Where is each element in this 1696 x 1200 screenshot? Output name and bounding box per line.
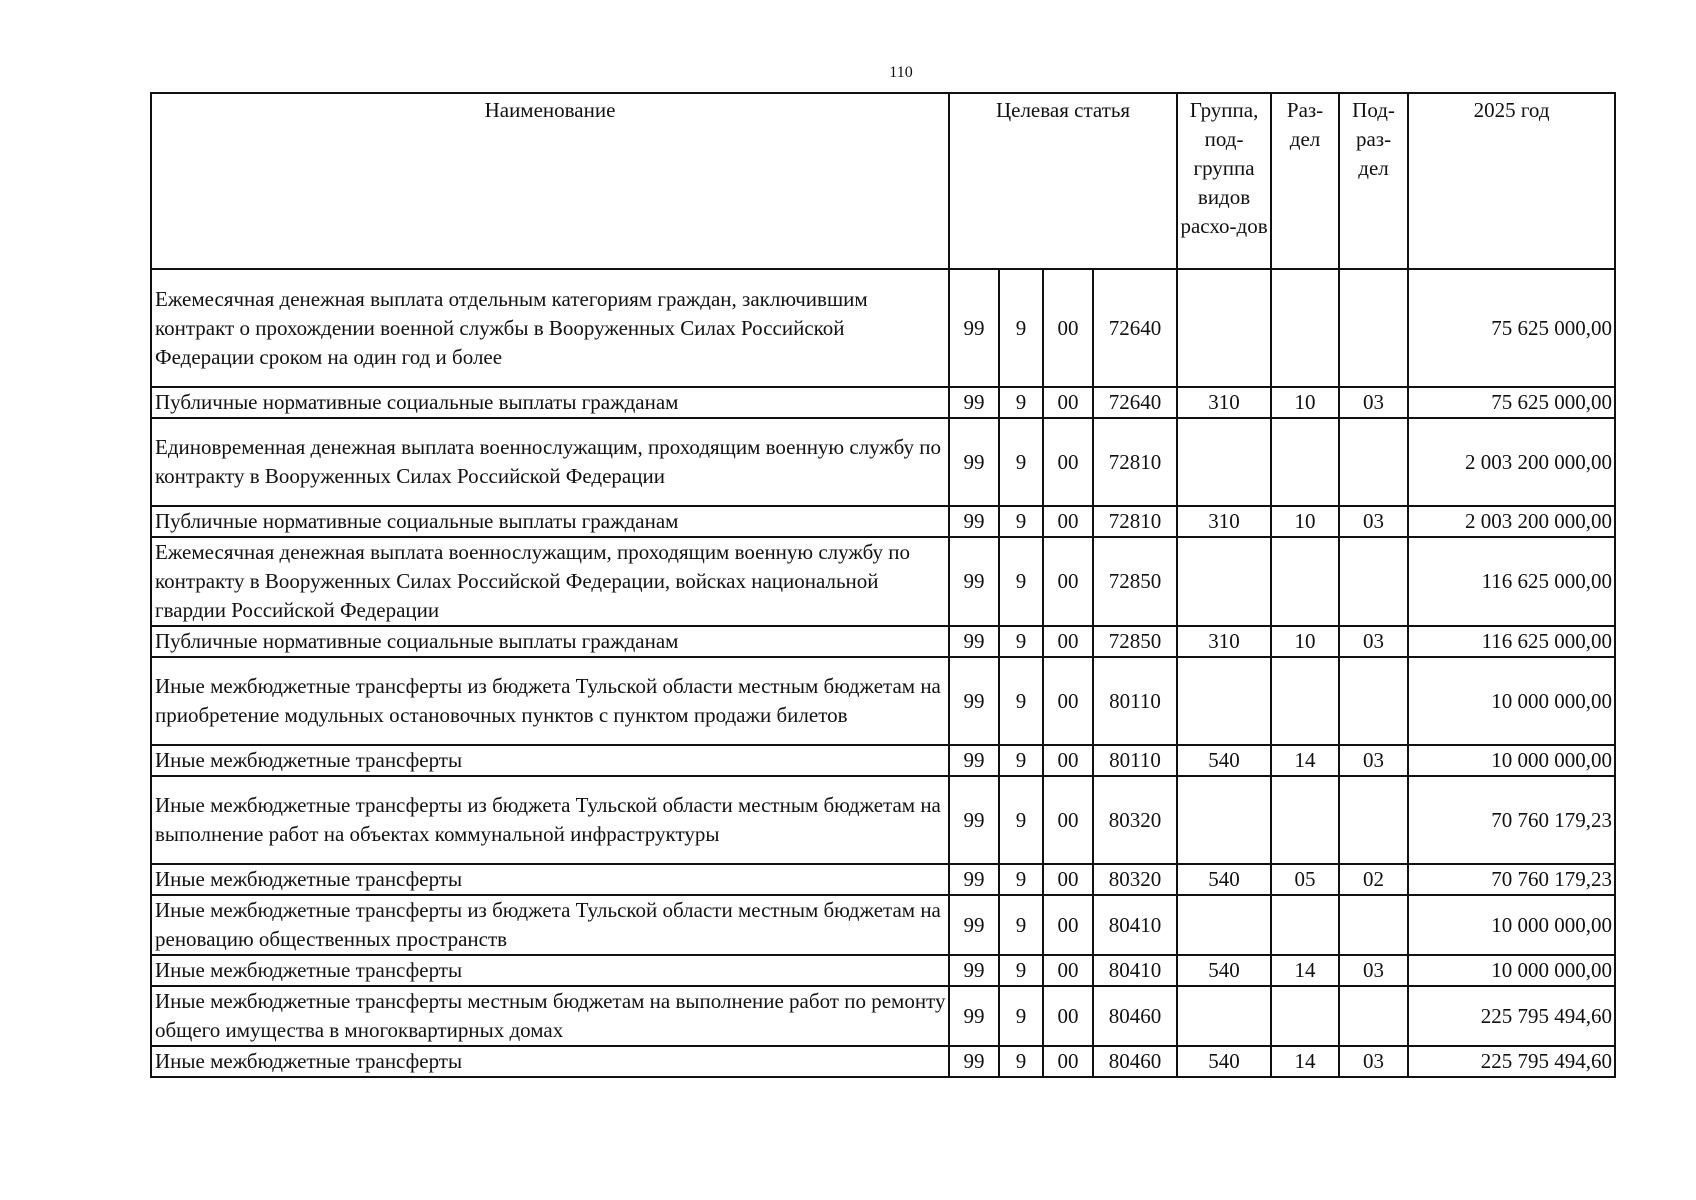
budget-table xyxy=(150,92,1616,1078)
row-name: Иные межбюджетные трансферты xyxy=(151,864,949,895)
subsection-code xyxy=(1339,269,1408,387)
expense-group: 310 xyxy=(1177,506,1271,537)
header-target-article: Целевая статья xyxy=(949,93,1177,269)
target-code-3: 00 xyxy=(1043,387,1093,418)
expense-group: 540 xyxy=(1177,955,1271,986)
target-code-4: 80410 xyxy=(1093,895,1177,955)
amount-2025: 75 625 000,00 xyxy=(1408,269,1615,387)
target-code-4: 72850 xyxy=(1093,626,1177,657)
row-name: Публичные нормативные социальные выплаты гражданам xyxy=(151,626,949,657)
table-row xyxy=(151,986,1615,1046)
subsection-code: 03 xyxy=(1339,1046,1408,1077)
section-code xyxy=(1271,986,1339,1046)
header-subsection: Под-раз-дел xyxy=(1339,93,1408,269)
target-code-3: 00 xyxy=(1043,986,1093,1046)
row-name: Иные межбюджетные трансферты xyxy=(151,1046,949,1077)
row-name: Ежемесячная денежная выплата отдельным категориям граждан, заключившим контракт о прохождении военной службы в Вооруженных Силах Российской Федерации сроком на один год и более xyxy=(151,269,949,387)
table-row xyxy=(151,418,1615,506)
table-row xyxy=(151,657,1615,745)
target-code-2: 9 xyxy=(999,657,1043,745)
target-code-3: 00 xyxy=(1043,626,1093,657)
expense-group: 540 xyxy=(1177,1046,1271,1077)
amount-2025: 10 000 000,00 xyxy=(1408,745,1615,776)
table-header-row xyxy=(151,93,1615,269)
subsection-code xyxy=(1339,895,1408,955)
table-row xyxy=(151,506,1615,537)
target-code-1: 99 xyxy=(949,955,999,986)
expense-group xyxy=(1177,895,1271,955)
row-name: Иные межбюджетные трансферты из бюджета Тульской области местным бюджетам на реновацию общественных пространств xyxy=(151,895,949,955)
expense-group xyxy=(1177,986,1271,1046)
section-code: 10 xyxy=(1271,387,1339,418)
table-row xyxy=(151,537,1615,626)
target-code-3: 00 xyxy=(1043,955,1093,986)
expense-group: 540 xyxy=(1177,864,1271,895)
header-group: Группа, под-группа видов расхо-дов xyxy=(1177,93,1271,269)
target-code-3: 00 xyxy=(1043,776,1093,864)
table-row xyxy=(151,1046,1615,1077)
target-code-1: 99 xyxy=(949,269,999,387)
subsection-code: 03 xyxy=(1339,955,1408,986)
target-code-4: 80460 xyxy=(1093,1046,1177,1077)
expense-group: 310 xyxy=(1177,626,1271,657)
target-code-4: 80110 xyxy=(1093,657,1177,745)
target-code-2: 9 xyxy=(999,506,1043,537)
target-code-1: 99 xyxy=(949,986,999,1046)
amount-2025: 116 625 000,00 xyxy=(1408,626,1615,657)
target-code-3: 00 xyxy=(1043,895,1093,955)
subsection-code: 03 xyxy=(1339,387,1408,418)
expense-group: 540 xyxy=(1177,745,1271,776)
target-code-2: 9 xyxy=(999,776,1043,864)
subsection-code xyxy=(1339,776,1408,864)
target-code-1: 99 xyxy=(949,626,999,657)
target-code-3: 00 xyxy=(1043,269,1093,387)
expense-group: 310 xyxy=(1177,387,1271,418)
amount-2025: 10 000 000,00 xyxy=(1408,895,1615,955)
target-code-4: 80460 xyxy=(1093,986,1177,1046)
target-code-4: 72640 xyxy=(1093,269,1177,387)
section-code xyxy=(1271,537,1339,626)
target-code-3: 00 xyxy=(1043,506,1093,537)
amount-2025: 10 000 000,00 xyxy=(1408,955,1615,986)
target-code-1: 99 xyxy=(949,387,999,418)
target-code-1: 99 xyxy=(949,1046,999,1077)
expense-group xyxy=(1177,537,1271,626)
table-row xyxy=(151,776,1615,864)
target-code-4: 80320 xyxy=(1093,864,1177,895)
row-name: Иные межбюджетные трансферты xyxy=(151,745,949,776)
subsection-code: 02 xyxy=(1339,864,1408,895)
target-code-4: 72810 xyxy=(1093,418,1177,506)
target-code-1: 99 xyxy=(949,506,999,537)
target-code-1: 99 xyxy=(949,418,999,506)
target-code-3: 00 xyxy=(1043,537,1093,626)
target-code-4: 80320 xyxy=(1093,776,1177,864)
row-name: Единовременная денежная выплата военнослужащим, проходящим военную службу по контракту в Вооруженных Силах Российской Федерации xyxy=(151,418,949,506)
page-number: 110 xyxy=(889,64,913,81)
section-code xyxy=(1271,269,1339,387)
row-name: Публичные нормативные социальные выплаты гражданам xyxy=(151,506,949,537)
section-code: 14 xyxy=(1271,745,1339,776)
section-code xyxy=(1271,776,1339,864)
target-code-3: 00 xyxy=(1043,657,1093,745)
target-code-2: 9 xyxy=(999,269,1043,387)
target-code-1: 99 xyxy=(949,864,999,895)
section-code: 05 xyxy=(1271,864,1339,895)
target-code-3: 00 xyxy=(1043,418,1093,506)
table-row xyxy=(151,864,1615,895)
header-section: Раз-дел xyxy=(1271,93,1339,269)
target-code-2: 9 xyxy=(999,626,1043,657)
target-code-1: 99 xyxy=(949,776,999,864)
target-code-1: 99 xyxy=(949,657,999,745)
table-row xyxy=(151,745,1615,776)
table-row xyxy=(151,387,1615,418)
section-code: 14 xyxy=(1271,955,1339,986)
section-code xyxy=(1271,657,1339,745)
target-code-2: 9 xyxy=(999,418,1043,506)
table-row xyxy=(151,269,1615,387)
row-name: Иные межбюджетные трансферты местным бюджетам на выполнение работ по ремонту общего имущества в многоквартирных домах xyxy=(151,986,949,1046)
target-code-2: 9 xyxy=(999,895,1043,955)
subsection-code xyxy=(1339,418,1408,506)
target-code-1: 99 xyxy=(949,537,999,626)
table-row xyxy=(151,626,1615,657)
row-name: Ежемесячная денежная выплата военнослужащим, проходящим военную службу по контракту в Вооруженных Силах Российской Федерации, войсках национальной гвардии Российской Федерации xyxy=(151,537,949,626)
subsection-code: 03 xyxy=(1339,745,1408,776)
amount-2025: 70 760 179,23 xyxy=(1408,864,1615,895)
section-code xyxy=(1271,418,1339,506)
amount-2025: 225 795 494,60 xyxy=(1408,1046,1615,1077)
target-code-2: 9 xyxy=(999,1046,1043,1077)
target-code-4: 72640 xyxy=(1093,387,1177,418)
target-code-4: 80110 xyxy=(1093,745,1177,776)
amount-2025: 70 760 179,23 xyxy=(1408,776,1615,864)
section-code xyxy=(1271,895,1339,955)
subsection-code xyxy=(1339,986,1408,1046)
target-code-3: 00 xyxy=(1043,745,1093,776)
target-code-1: 99 xyxy=(949,745,999,776)
section-code: 10 xyxy=(1271,626,1339,657)
target-code-2: 9 xyxy=(999,537,1043,626)
expense-group xyxy=(1177,657,1271,745)
header-name: Наименование xyxy=(151,93,949,269)
section-code: 10 xyxy=(1271,506,1339,537)
amount-2025: 75 625 000,00 xyxy=(1408,387,1615,418)
amount-2025: 2 003 200 000,00 xyxy=(1408,506,1615,537)
target-code-4: 72850 xyxy=(1093,537,1177,626)
target-code-2: 9 xyxy=(999,864,1043,895)
subsection-code: 03 xyxy=(1339,506,1408,537)
table-row xyxy=(151,955,1615,986)
subsection-code xyxy=(1339,657,1408,745)
target-code-3: 00 xyxy=(1043,864,1093,895)
header-year: 2025 год xyxy=(1408,93,1615,269)
subsection-code xyxy=(1339,537,1408,626)
target-code-2: 9 xyxy=(999,955,1043,986)
target-code-2: 9 xyxy=(999,986,1043,1046)
subsection-code: 03 xyxy=(1339,626,1408,657)
target-code-1: 99 xyxy=(949,895,999,955)
target-code-3: 00 xyxy=(1043,1046,1093,1077)
amount-2025: 225 795 494,60 xyxy=(1408,986,1615,1046)
amount-2025: 2 003 200 000,00 xyxy=(1408,418,1615,506)
row-name: Иные межбюджетные трансферты xyxy=(151,955,949,986)
table-row xyxy=(151,895,1615,955)
target-code-4: 72810 xyxy=(1093,506,1177,537)
target-code-2: 9 xyxy=(999,745,1043,776)
target-code-2: 9 xyxy=(999,387,1043,418)
expense-group xyxy=(1177,269,1271,387)
target-code-4: 80410 xyxy=(1093,955,1177,986)
amount-2025: 116 625 000,00 xyxy=(1408,537,1615,626)
expense-group xyxy=(1177,776,1271,864)
row-name: Иные межбюджетные трансферты из бюджета Тульской области местным бюджетам на приобретение модульных остановочных пунктов с пунктом продажи билетов xyxy=(151,657,949,745)
row-name: Иные межбюджетные трансферты из бюджета Тульской области местным бюджетам на выполнение работ на объектах коммунальной инфраструктуры xyxy=(151,776,949,864)
expense-group xyxy=(1177,418,1271,506)
row-name: Публичные нормативные социальные выплаты гражданам xyxy=(151,387,949,418)
amount-2025: 10 000 000,00 xyxy=(1408,657,1615,745)
section-code: 14 xyxy=(1271,1046,1339,1077)
